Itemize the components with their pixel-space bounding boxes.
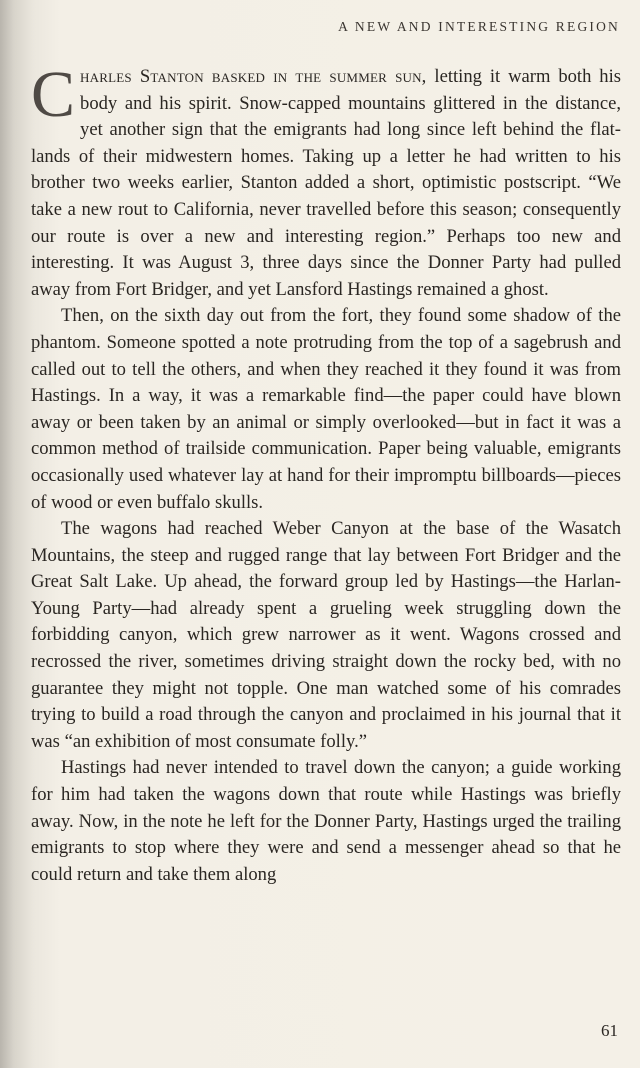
paragraph-2: Then, on the sixth day out from the fort, they found some shadow of the phantom. Someone spotted a note protruding from the top of a sagebrush and called out to tell the others, and when they reached it they found it was from Hastings. In a way, it was a remarkable find—the paper could have blown away or been taken by an animal or simply overlooked—but in fact it was a common method of trailside communication. Paper being valuable, emigrants occasionally used whatever lay at hand for their impromptu billboards—pieces of wood or even buffalo skulls. [31,305,621,513]
running-header: A NEW AND INTERESTING REGION [338,19,620,34]
paragraph-3: The wagons had reached Weber Canyon at the base of the Wasatch Mountains, the steep and rugged range that lay between Fort Bridger and the Great Salt Lake. Up ahead, the forward group led by Hastings—the Harlan-Young Party—had already spent a grueling week struggling down the forbidding canyon, which grew narrower as it went. Wagons crossed and recrossed the river, sometimes driving straight down the rocky bed, with no guarantee they might not topple. One man watched some of his comrades trying to build a road through the canyon and proclaimed in his journal that it was “an exhibition of most consumate folly.” [31,518,621,752]
drop-cap: C [31,58,76,131]
paragraph-1-text: letting it warm both his body and his spirit. Snow-capped mountains glittered in the distance, yet another sign that the emigrants had long since left behind the flatlands of their midwestern homes. Taking up a letter he had written to his brother two weeks earlier, Stanton added a short, optimistic postscript. “We take a new rout to California, never travelled before this season; consequently our route is over a new and interesting region.” Perhaps too new and interesting. It was August 3, three days since the Donner Party had pulled away from Fort Bridger, and yet Lansford Hastings remained a ghost. [31,66,621,300]
body-text [31,58,621,888]
paragraph-1 [31,58,621,303]
lead-in-small-caps: harles Stanton basked in the summer sun, [80,66,427,87]
paragraph-4: Hastings had never intended to travel down the canyon; a guide working for him had taken the wagons down that route while Hastings was briefly away. Now, in the note he left for the Donner Party, Hastings urged the trailing emigrants to stop where they were and send a messenger ahead so that he could return and take them along [31,757,621,885]
page-number: 61 [601,1021,618,1040]
